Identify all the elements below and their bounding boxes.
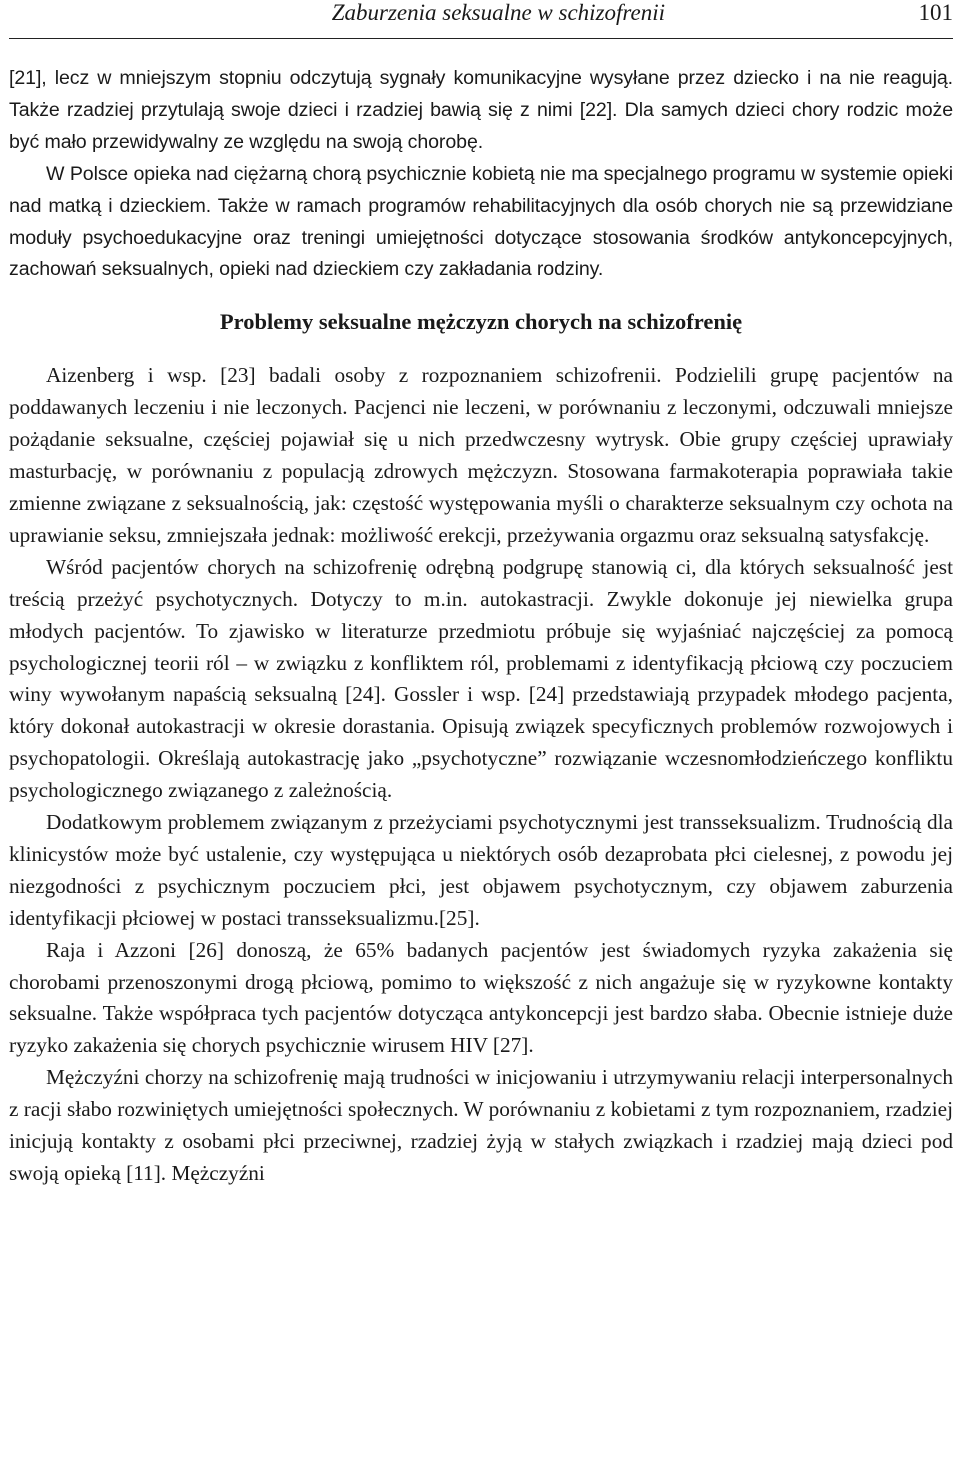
page-number: 101	[918, 0, 953, 25]
paragraph: Wśród pacjentów chorych na schizofrenię odrębną podgrupę stanowią ci, dla których seksualność jest treścią przeżyć psychotycznych. Dotyczy to m.in. autokastracji. Zwykle dokonuje jej niewielka grupa młodych pacjentów. To zjawisko w literaturze przedmiotu próbuje się wyjaśniać najczęściej za pomocą psychologicznej teorii ról – w związku z konfliktem ról, problemami z identyfikacją płciową czy poczuciem winy wywołanym napaścią seksualną [24]. Gossler i wsp. [24] przedstawiają przypadek młodego pacjenta, który dokonał autokastracji w okresie dorastania. Opisują związek specyficznych problemów rozwojowych i psychopatologii. Określają autokastrację jako „psychotyczne” rozwiązanie wczesnomłodzieńczego konfliktu psychologicznego związanego z zależnością.	[9, 554, 953, 803]
paragraph: Raja i Azzoni [26] donoszą, że 65% badanych pacjentów jest świadomych ryzyka zakażenia się chorobami przenoszonymi drogą płciową, pomimo to większość z nich angażuje się w ryzykowne kontakty seksualne. Także współpraca tych pacjentów dotycząca antykoncepcji jest bardzo słaba. Obecnie istnieje duże ryzyko zakażenia się chorych psychicznie wirusem HIV [27].	[9, 937, 953, 1058]
body-text	[9, 63, 953, 1190]
running-title: Zaburzenia seksualne w schizofrenii	[331, 0, 665, 25]
section-heading: Problemy seksualne mężczyzn chorych na schizofrenię	[219, 309, 743, 335]
page	[9, 0, 953, 1190]
paragraph: [21], lecz w mniejszym stopniu odczytują sygnały komunikacyjne wysyłane przez dziecko i na nie reagują. Także rzadziej przytulają swoje dzieci i rzadziej bawią się z nimi [22]. Dla samych dzieci chory rodzic może być mało przewidywalny ze względu na swoją chorobę.	[9, 67, 953, 153]
running-header	[9, 0, 953, 39]
paragraph: Aizenberg i wsp. [23] badali osoby z rozpoznaniem schizofrenii. Podzielili grupę pacjentów na poddawanych leczeniu i nie leczonych. Pacjenci nie leczeni, w porównaniu z leczonymi, odczuwali mniejsze pożądanie seksualne, częściej pojawiał się u nich przedwczesny wytrysk. Obie grupy częściej uprawiały masturbację, w porównaniu z populacją zdrowych mężczyzn. Stosowana farmakoterapia poprawiała takie zmienne związane z seksualnością, jak: częstość występowania myśli o charakterze seksualnym czy ochota na uprawianie seksu, zmniejszała jednak: możliwość erekcji, przeżywania orgazmu oraz seksualną satysfakcję.	[9, 363, 953, 547]
paragraph: Mężczyźni chorzy na schizofrenię mają trudności w inicjowaniu i utrzymywaniu relacji interpersonalnych z racji słabo rozwiniętych umiejętności społecznych. W porównaniu z kobietami z tym rozpoznaniem, rzadziej inicjują kontakty z osobami płci przeciwnej, rzadziej żyją w stałych związkach i rzadziej mają dzieci pod swoją opieką [11]. Mężczyźni	[9, 1065, 953, 1185]
paragraph: W Polsce opieka nad ciężarną chorą psychicznie kobietą nie ma specjalnego programu w systemie opieki nad matką i dzieckiem. Także w ramach programów rehabilitacyjnych dla osób chorych nie są przewidziane moduły psychoedukacyjne oraz treningi umiejętności dotyczące stosowania środków antykoncepcyjnych, zachowań seksualnych, opieki nad dzieckiem czy zakładania rodziny.	[9, 162, 953, 281]
paragraph: Dodatkowym problemem związanym z przeżyciami psychotycznymi jest transseksualizm. Trudnością dla klinicystów może być ustalenie, czy występująca u niektórych osób dezaprobata płci cielesnej, z powodu jej niezgodności z psychicznym poczuciem płci, jest objawem psychotycznym, czy objawem zaburzenia identyfikacji płciowej w postaci transseksualizmu.[25].	[9, 810, 953, 930]
